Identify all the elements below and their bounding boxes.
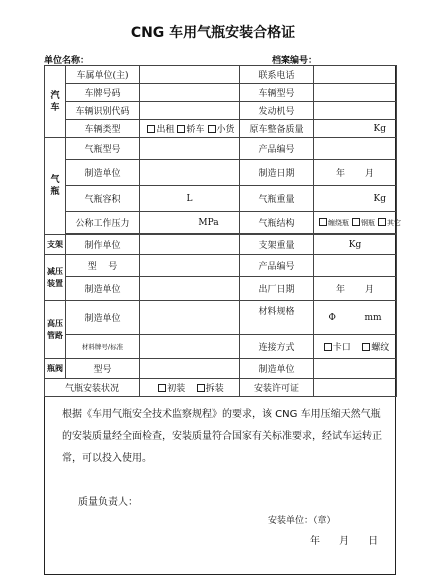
pressure-label: 公称工作压力	[66, 212, 140, 234]
checkbox-wound[interactable]	[319, 218, 327, 226]
certificate-table	[44, 65, 401, 397]
owner-value[interactable]	[140, 66, 240, 84]
plate-label: 车牌号码	[66, 84, 140, 102]
mfg-date-label: 制造日期	[240, 160, 314, 186]
vin-label: 车辆识别代码	[66, 102, 140, 120]
section-valve: 瓶阀	[45, 359, 66, 379]
mfg-date-value[interactable]: 年 月	[314, 160, 397, 186]
maker-value[interactable]	[140, 160, 240, 186]
section-vehicle: 汽 车	[45, 66, 66, 138]
reducer-product-number-label: 产品编号	[240, 255, 314, 277]
model-label: 车辆型号	[240, 84, 314, 102]
structure-options: 缠绕瓶 钢瓶 其它	[314, 212, 397, 234]
plate-value[interactable]	[140, 84, 240, 102]
unit-name-label: 单位名称：	[44, 56, 90, 66]
vehicle-type-options: 出租 轿车 小货	[140, 120, 240, 138]
valve-maker-label: 制造单位	[240, 359, 314, 379]
engine-label: 发动机号	[240, 102, 314, 120]
certification-statement: 根据《车用气瓶安全技术监察规程》的要求，该 CNG 车用压缩天然气瓶的安装质量经全面检查，安装质量符合国家有关标准要求，经试车运转正常，可以投入使用。	[62, 409, 382, 464]
cylinder-weight-unit: Kg	[314, 186, 397, 212]
reducer-model-value[interactable]	[140, 255, 240, 277]
checkbox-reinstall[interactable]	[197, 384, 205, 392]
checkbox-light-truck[interactable]	[208, 125, 216, 133]
permit-value[interactable]	[314, 379, 397, 397]
section-reducer: 减压 装置	[45, 255, 66, 301]
factory-date-label: 出厂日期	[240, 277, 314, 301]
valve-model-value[interactable]	[140, 359, 240, 379]
cylinder-weight-label: 气瓶重量	[240, 186, 314, 212]
certificate-title: CNG 车用气瓶安装合格证	[130, 25, 296, 41]
install-unit-label: 安装单位：（章）	[268, 516, 336, 526]
model-value[interactable]	[314, 84, 397, 102]
product-number-value[interactable]	[314, 138, 397, 160]
volume-unit: L	[140, 186, 240, 212]
bracket-maker-label: 制作单位	[66, 235, 140, 255]
section-hp-pipe: 高压 管路	[45, 301, 66, 359]
pressure-unit: MPa	[140, 212, 240, 234]
vin-value[interactable]	[140, 102, 240, 120]
bracket-weight-unit: Kg	[314, 235, 397, 255]
reducer-maker-label: 制造单位	[66, 277, 140, 301]
contact-value[interactable]	[314, 66, 397, 84]
connect-label: 连接方式	[240, 335, 314, 359]
valve-maker-value[interactable]	[314, 359, 397, 379]
install-status-label: 气瓶安装状况	[45, 379, 140, 397]
quality-manager-label: 质量负责人：	[78, 497, 138, 508]
checkbox-initial-install[interactable]	[158, 384, 166, 392]
permit-label: 安装许可证	[240, 379, 314, 397]
curb-weight-label: 原车整备质量	[240, 120, 314, 138]
checkbox-other[interactable]	[378, 218, 386, 226]
install-options: 初装 拆装	[140, 379, 240, 397]
contact-label: 联系电话	[240, 66, 314, 84]
sign-date-label: 年 月 日	[310, 536, 379, 547]
checkbox-clamp[interactable]	[324, 343, 332, 351]
section-bracket: 支架	[45, 235, 66, 255]
spec-value: Φ mm	[314, 301, 397, 335]
volume-label: 气瓶容积	[66, 186, 140, 212]
reducer-product-number-value[interactable]	[314, 255, 397, 277]
maker-label: 制造单位	[66, 160, 140, 186]
valve-model-label: 型号	[66, 359, 140, 379]
structure-label: 气瓶结构	[240, 212, 314, 234]
checkbox-thread[interactable]	[362, 343, 370, 351]
cylinder-model-value[interactable]	[140, 138, 240, 160]
section-cylinder: 气 瓶	[45, 138, 66, 235]
hp-material-label: 材料牌号/标准	[66, 335, 140, 359]
reducer-model-label: 型 号	[66, 255, 140, 277]
hp-material-value[interactable]	[140, 335, 240, 359]
cylinder-model-label: 气瓶型号	[66, 138, 140, 160]
vehicle-type-label: 车辆类型	[66, 120, 140, 138]
checkbox-sedan[interactable]	[177, 125, 185, 133]
bracket-maker-value[interactable]	[140, 235, 240, 255]
factory-date-value[interactable]: 年 月	[314, 277, 397, 301]
hp-maker-value[interactable]	[140, 301, 240, 335]
checkbox-steel[interactable]	[352, 218, 360, 226]
file-number-label: 档案编号：	[272, 56, 318, 66]
bracket-weight-label: 支架重量	[240, 235, 314, 255]
hp-maker-label: 制造单位	[66, 301, 140, 335]
connect-options: 卡口 螺纹	[314, 335, 397, 359]
owner-label: 车属单位(主)	[66, 66, 140, 84]
engine-value[interactable]	[314, 102, 397, 120]
spec-label: 材料规格	[240, 301, 314, 335]
product-number-label: 产品编号	[240, 138, 314, 160]
curb-weight-unit: Kg	[314, 120, 397, 138]
reducer-maker-value[interactable]	[140, 277, 240, 301]
checkbox-taxi[interactable]	[147, 125, 155, 133]
